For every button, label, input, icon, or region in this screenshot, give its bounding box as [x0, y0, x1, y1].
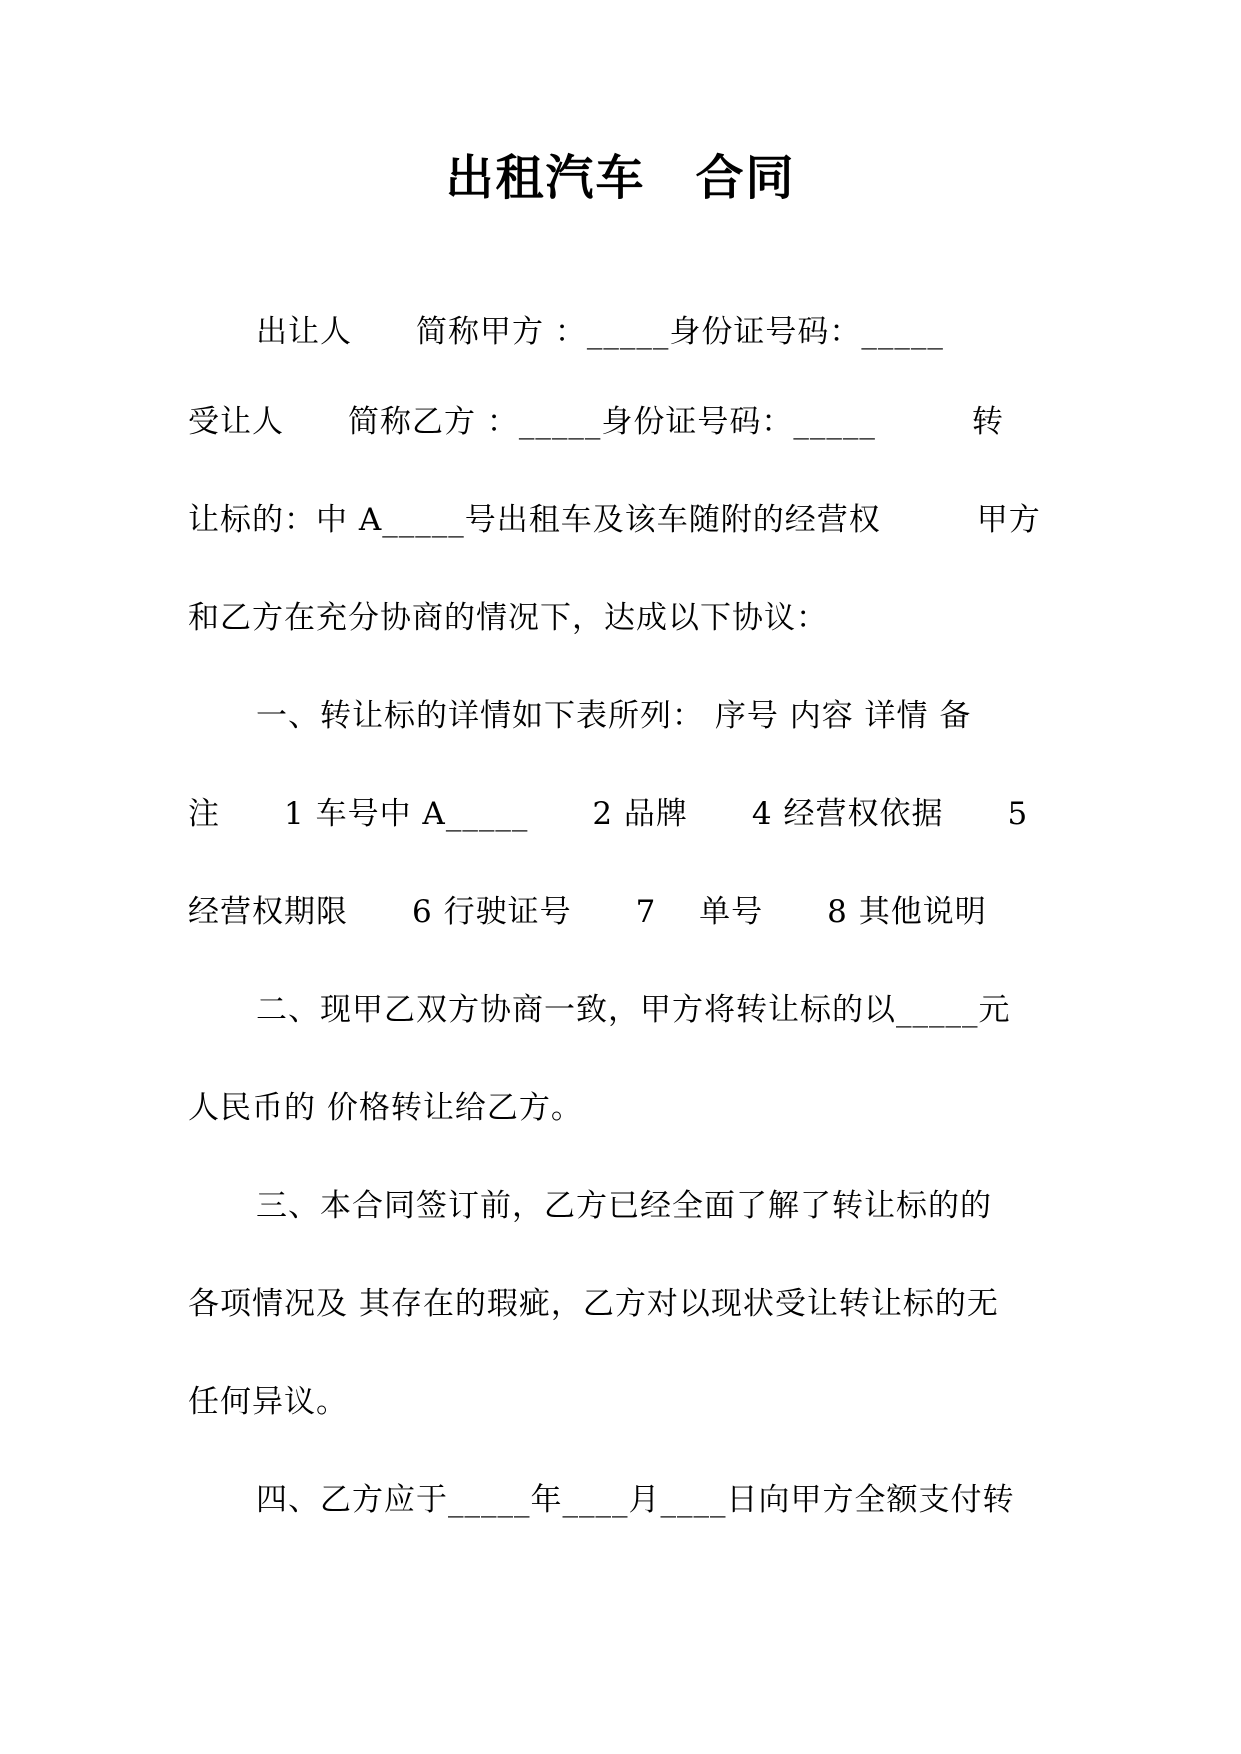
document-title: 出租汽车 合同 [445, 150, 796, 206]
paragraph-line: 任何异议。 [188, 1384, 348, 1420]
paragraph-line: 受让人 简称乙方 ：_____身份证号码：_____ 转 [188, 404, 1004, 440]
paragraph-line: 三、本合同签订前，乙方已经全面了解了转让标的的 [256, 1188, 992, 1224]
paragraph-line: 让标的：中 A_____号出租车及该车随附的经营权 甲方 [188, 502, 1041, 538]
paragraph-line: 四、乙方应于_____年____月____日向甲方全额支付转 [256, 1482, 1015, 1518]
paragraph-line: 出让人 简称甲方 ：_____身份证号码：_____ [256, 314, 944, 350]
paragraph-line: 各项情况及 其存在的瑕疵，乙方对以现状受让转让标的无 [188, 1286, 999, 1322]
paragraph-line: 和乙方在充分协商的情况下，达成以下协议： [188, 600, 828, 636]
paragraph-line: 人民币的 价格转让给乙方。 [188, 1090, 583, 1126]
paragraph-line: 二、现甲乙双方协商一致，甲方将转让标的以_____元 [256, 992, 1011, 1028]
paragraph-line: 一、转让标的详情如下表所列： 序号 内容 详情 备 [256, 698, 972, 734]
paragraph-line: 注 1 车号中 A_____ 2 品牌 4 经营权依据 5 [188, 796, 1029, 832]
paragraph-line: 经营权期限 6 行驶证号 7 单号 8 其他说明 [188, 894, 987, 930]
